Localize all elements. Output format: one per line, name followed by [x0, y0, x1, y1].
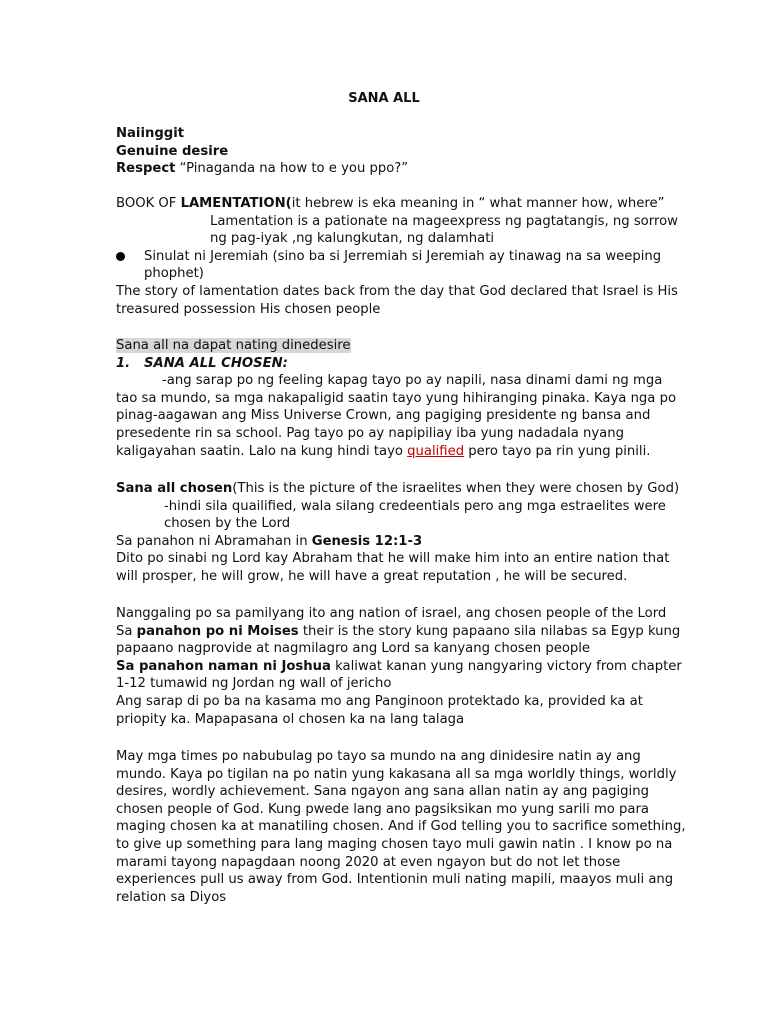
paragraph-line: -ang sarap po ng feeling kapag tayo po ay napili, nasa dinami dami ng mga	[162, 373, 663, 389]
lamentation-section	[116, 195, 676, 318]
paragraph-line: chosen by the Lord	[164, 516, 291, 532]
intro-line-1: Naiinggit	[116, 126, 185, 141]
paragraph-line: kaligayahan saatin. Lalo na kung hindi tayo qualified pero tayo pa rin yung pinili.	[116, 443, 651, 459]
paragraph-line: May mga times po nabubulag po tayo sa mundo na ang dinidesire natin ay ang	[116, 749, 641, 764]
paragraph-line: Nanggaling po sa pamilyang ito ang nation of israel, ang chosen people of the Lord	[116, 606, 667, 621]
bullet-icon	[116, 252, 125, 261]
lamentation-def-1: Lamentation is a pationate na mageexpress ng pagtatangis, ng sorrow	[210, 213, 678, 229]
paragraph-line: chosen people of God. Kung pwede lang ano pagsiksikan mo yung sarili mo para	[116, 801, 650, 817]
conclusion-section	[116, 748, 686, 906]
chosen-section	[116, 337, 676, 460]
paragraph-line: to give up something para lang maging chosen tayo muli gawin natin . I know po na	[116, 836, 673, 852]
paragraph-line: Sana all chosen(This is the picture of the israelites when they were chosen by God)	[116, 481, 680, 496]
paragraph-line: 1-12 tumawid ng Jordan ng wall of jericho	[116, 676, 392, 692]
section-heading: Sana all na dapat nating dinedesire	[116, 338, 351, 353]
israel-section	[116, 605, 682, 728]
lamentation-heading: BOOK OF LAMENTATION(it hebrew is eka meaning in “ what manner how, where”	[116, 196, 665, 211]
intro-line-3: Respect “Pinaganda na how to e you ppo?”	[116, 161, 409, 177]
paragraph-line: Sa panahon po ni Moises their is the story kung papaano sila nilabas sa Egyp kung	[116, 623, 681, 639]
paragraph-line: desires, wordly achievement. Sana ngayon ang sana allan natin ay ang pagiging	[116, 784, 649, 800]
paragraph-line: relation sa Diyos	[116, 889, 227, 905]
qualified-word: qualified	[407, 443, 465, 459]
bullet-item-cont: phophet)	[144, 266, 204, 282]
paragraph-line: -hindi sila quailified, wala silang credeentials pero ang mga estraelites were	[164, 498, 666, 514]
paragraph-line: marami tayong napagdaan noong 2020 at even ngayon but do not let those	[116, 854, 621, 870]
paragraph-line: Ang sarap di po ba na kasama mo ang Panginoon protektado ka, provided ka at	[116, 693, 643, 709]
intro-line-2: Genuine desire	[116, 143, 229, 159]
paragraph-line: Sa panahon ni Abramahan in Genesis 12:1-3	[116, 533, 423, 549]
paragraph-line: mundo. Kaya po tigilan na po natin yung kakasana all sa mga worldly things, worldly	[116, 766, 677, 782]
paragraph-line: pinag-aagawan ang Miss Universe Crown, ang pagiging presidente ng bansa and	[116, 408, 651, 424]
intro-section	[116, 125, 676, 178]
paragraph-line: will prosper, he will grow, he will have a great reputation , he will be secured.	[116, 568, 628, 584]
paragraph-line: The story of lamentation dates back from the day that God declared that Israel is His	[116, 283, 678, 299]
paragraph-line: maging chosen ka at manatiling chosen. And if God telling you to sacrifice something,	[116, 819, 686, 835]
paragraph-line: experiences pull us away from God. Intentionin muli nating mapili, maayos muli ang	[116, 872, 674, 888]
paragraph-line: priopity ka. Mapapasana ol chosen ka na lang talaga	[116, 711, 465, 727]
paragraph-line: presedente rin sa school. Pag tayo po ay napipiliay iba yung nadadala nyang	[116, 425, 624, 441]
sana-all-chosen-section	[116, 480, 680, 586]
paragraph-line: Dito po sinabi ng Lord kay Abraham that he will make him into an entire nation that	[116, 551, 670, 567]
paragraph-line: papaano nagprovide at nagmilagro ang Lord sa kanyang chosen people	[116, 641, 591, 657]
document-title: SANA ALL	[348, 91, 420, 106]
lamentation-def-2: ng pag-iyak ,ng kalungkutan, ng dalamhati	[210, 231, 495, 247]
paragraph-line: tao sa mundo, sa mga nakapaligid saatin tayo yung hihiranging pinaka. Kaya nga po	[116, 390, 677, 406]
paragraph-line: treasured possession His chosen people	[116, 301, 381, 317]
list-item-chosen: 1. SANA ALL CHOSEN:	[116, 355, 288, 371]
paragraph-line: Sa panahon naman ni Joshua kaliwat kanan yung nangyaring victory from chapter	[116, 658, 682, 674]
bullet-item: Sinulat ni Jeremiah (sino ba si Jerremiah si Jeremiah ay tinawag na sa weeping	[116, 248, 676, 266]
